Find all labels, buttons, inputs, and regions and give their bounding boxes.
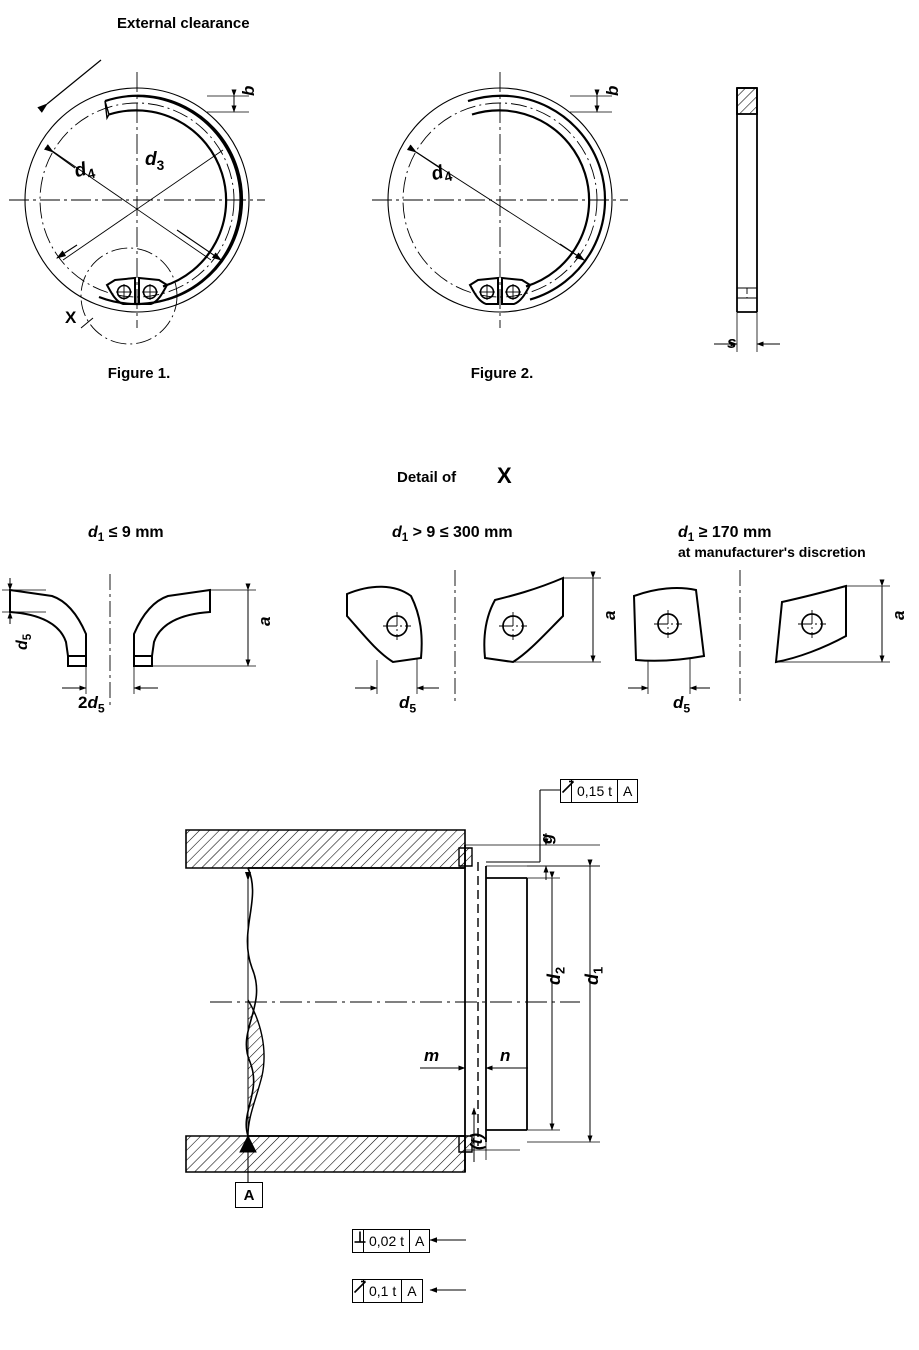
assembly-dim-t: (t) <box>467 1133 486 1150</box>
external-clearance-label: External clearance <box>117 15 250 32</box>
fig1-dim-d3: $d_3$ <box>145 149 165 173</box>
assembly-dim-m: m <box>424 1046 440 1065</box>
circular-runout-icon <box>561 780 572 802</box>
detail-case-3-dim-a: a <box>889 610 908 620</box>
detail-case-1-dim-d5: $d_5$ <box>14 633 35 650</box>
detail-case-1-dim-a: a <box>255 616 274 626</box>
detail-case-1-dim-2d5: $2d_5$ <box>78 693 105 716</box>
fcf-runout-bottom-datum: A <box>407 1283 417 1299</box>
detail-title: Detail of <box>397 469 457 486</box>
detail-case-2-dim-a: a <box>600 610 619 620</box>
assembly-dim-d1: $d_1$ <box>582 966 606 985</box>
side-view-dim-s: s <box>727 333 737 352</box>
figure2-caption: Figure 2. <box>470 365 534 382</box>
fcf-perp-datum: A <box>415 1233 425 1249</box>
detail-case-3-condition: $d_1 \ge 170$ mm <box>678 524 772 545</box>
assembly-dim-n: n <box>500 1046 511 1065</box>
feature-control-frame-perpendicularity <box>352 1229 430 1253</box>
fcf-top-datum: A <box>623 783 633 799</box>
fcf-top-tolerance: 0,15 t <box>572 780 618 802</box>
fig1-detail-x-marker: X <box>65 308 77 327</box>
fig1-dim-d4: $d_4$ <box>72 158 97 183</box>
detail-case-3-dim-d5: $d_5$ <box>673 693 691 716</box>
fig1-dim-b: b <box>239 85 258 96</box>
detail-case-2-condition: $d_1 > 9 \le 300$ mm <box>392 524 513 545</box>
fcf-runout-bottom-tolerance: 0,1 t <box>364 1280 402 1302</box>
detail-case-3-note: at manufacturer's discretion <box>678 544 866 560</box>
perpendicularity-icon <box>353 1230 364 1252</box>
datum-feature-a: A <box>235 1182 263 1208</box>
feature-control-frame-runout-top <box>560 779 638 803</box>
fig2-dim-b: b <box>603 85 622 96</box>
detail-case-2-dim-d5: $d_5$ <box>399 693 417 716</box>
detail-case-1-condition: $d_1 \le 9$ mm <box>88 524 164 545</box>
feature-control-frame-runout-bottom <box>352 1279 423 1303</box>
fig2-dim-d4: $d_4$ <box>429 161 454 186</box>
figure1-caption: Figure 1. <box>107 365 171 382</box>
assembly-dim-d2: $d_2$ <box>544 966 568 985</box>
circular-runout-icon-2 <box>353 1280 364 1302</box>
detail-title-marker: X <box>497 463 512 488</box>
fcf-perp-tolerance: 0,02 t <box>364 1230 410 1252</box>
assembly-dim-g: g <box>537 833 556 844</box>
